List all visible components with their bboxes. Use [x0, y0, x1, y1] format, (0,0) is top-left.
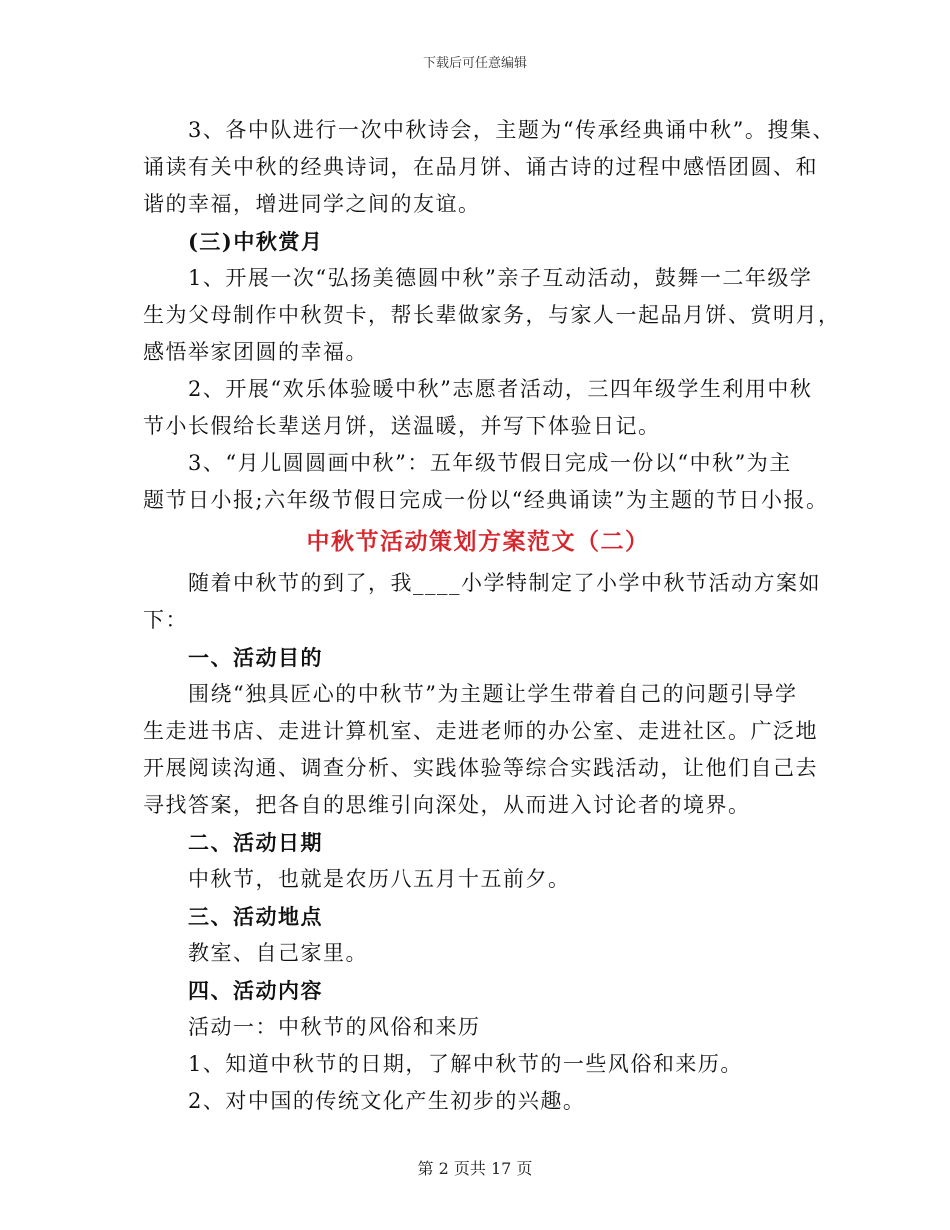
paragraph-line: 生走进书店、走进计算机室、走进老师的办公室、走进社区。广泛地 — [143, 719, 818, 743]
paragraph-line: 2、开展“欢乐体验暖中秋”志愿者活动，三四年级学生利用中秋 — [188, 377, 813, 401]
section-heading: 二、活动日期 — [188, 830, 323, 855]
section-heading: 一、活动目的 — [188, 645, 323, 670]
paragraph-line: 活动一：中秋节的风俗和来历 — [188, 1015, 481, 1039]
paragraph-line: 随着中秋节的到了，我____小学特制定了小学中秋节活动方案如 — [188, 571, 821, 595]
page-header: 下载后可任意编辑 — [422, 56, 527, 71]
section-title: 中秋节活动策划方案范文（二） — [306, 528, 650, 555]
paragraph-line: 3、各中队进行一次中秋诗会，主题为“传承经典诵中秋”。搜集、 — [188, 118, 835, 142]
paragraph-line: 寻找答案，把各自的思维引向深处，从而进入讨论者的境界。 — [143, 793, 751, 817]
paragraph-line: 围绕“独具匠心的中秋节”为主题让学生带着自己的问题引导学 — [188, 682, 798, 706]
paragraph-line: 3、“月儿圆圆画中秋”：五年级节假日完成一份以“中秋”为主 — [188, 451, 792, 475]
section-heading: (三)中秋赏月 — [188, 229, 324, 254]
paragraph-line: 题节日小报;六年级节假日完成一份以“经典诵读”为主题的节日小报。 — [143, 488, 829, 512]
paragraph-line: 生为父母制作中秋贺卡，帮长辈做家务，与家人一起品月饼、赏明月， — [143, 303, 841, 327]
paragraph-line: 诵读有关中秋的经典诗词，在品月饼、诵古诗的过程中感悟团圆、和 — [143, 155, 818, 179]
section-heading: 三、活动地点 — [188, 904, 323, 929]
paragraph-line: 1、开展一次“弘扬美德圆中秋”亲子互动活动，鼓舞一二年级学 — [188, 266, 813, 290]
paragraph-line: 谐的幸福，增进同学之间的友谊。 — [143, 192, 481, 216]
paragraph-line: 1、知道中秋节的日期，了解中秋节的一些风俗和来历。 — [188, 1052, 743, 1076]
paragraph-line: 开展阅读沟通、调查分析、实践体验等综合实践活动，让他们自己去 — [143, 756, 818, 780]
document-body — [143, 112, 841, 1120]
paragraph-line: 下： — [143, 608, 188, 632]
paragraph-line: 教室、自己家里。 — [188, 941, 368, 965]
page-number: 第 2 页共 17 页 — [417, 1159, 533, 1178]
paragraph-line: 感悟举家团圆的幸福。 — [143, 340, 368, 364]
paragraph-line: 2、对中国的传统文化产生初步的兴趣。 — [188, 1089, 586, 1113]
paragraph-line: 节小长假给长辈送月饼，送温暖，并写下体验日记。 — [143, 414, 661, 438]
section-heading: 四、活动内容 — [188, 978, 323, 1003]
paragraph-line: 中秋节，也就是农历八五月十五前夕。 — [188, 867, 571, 891]
